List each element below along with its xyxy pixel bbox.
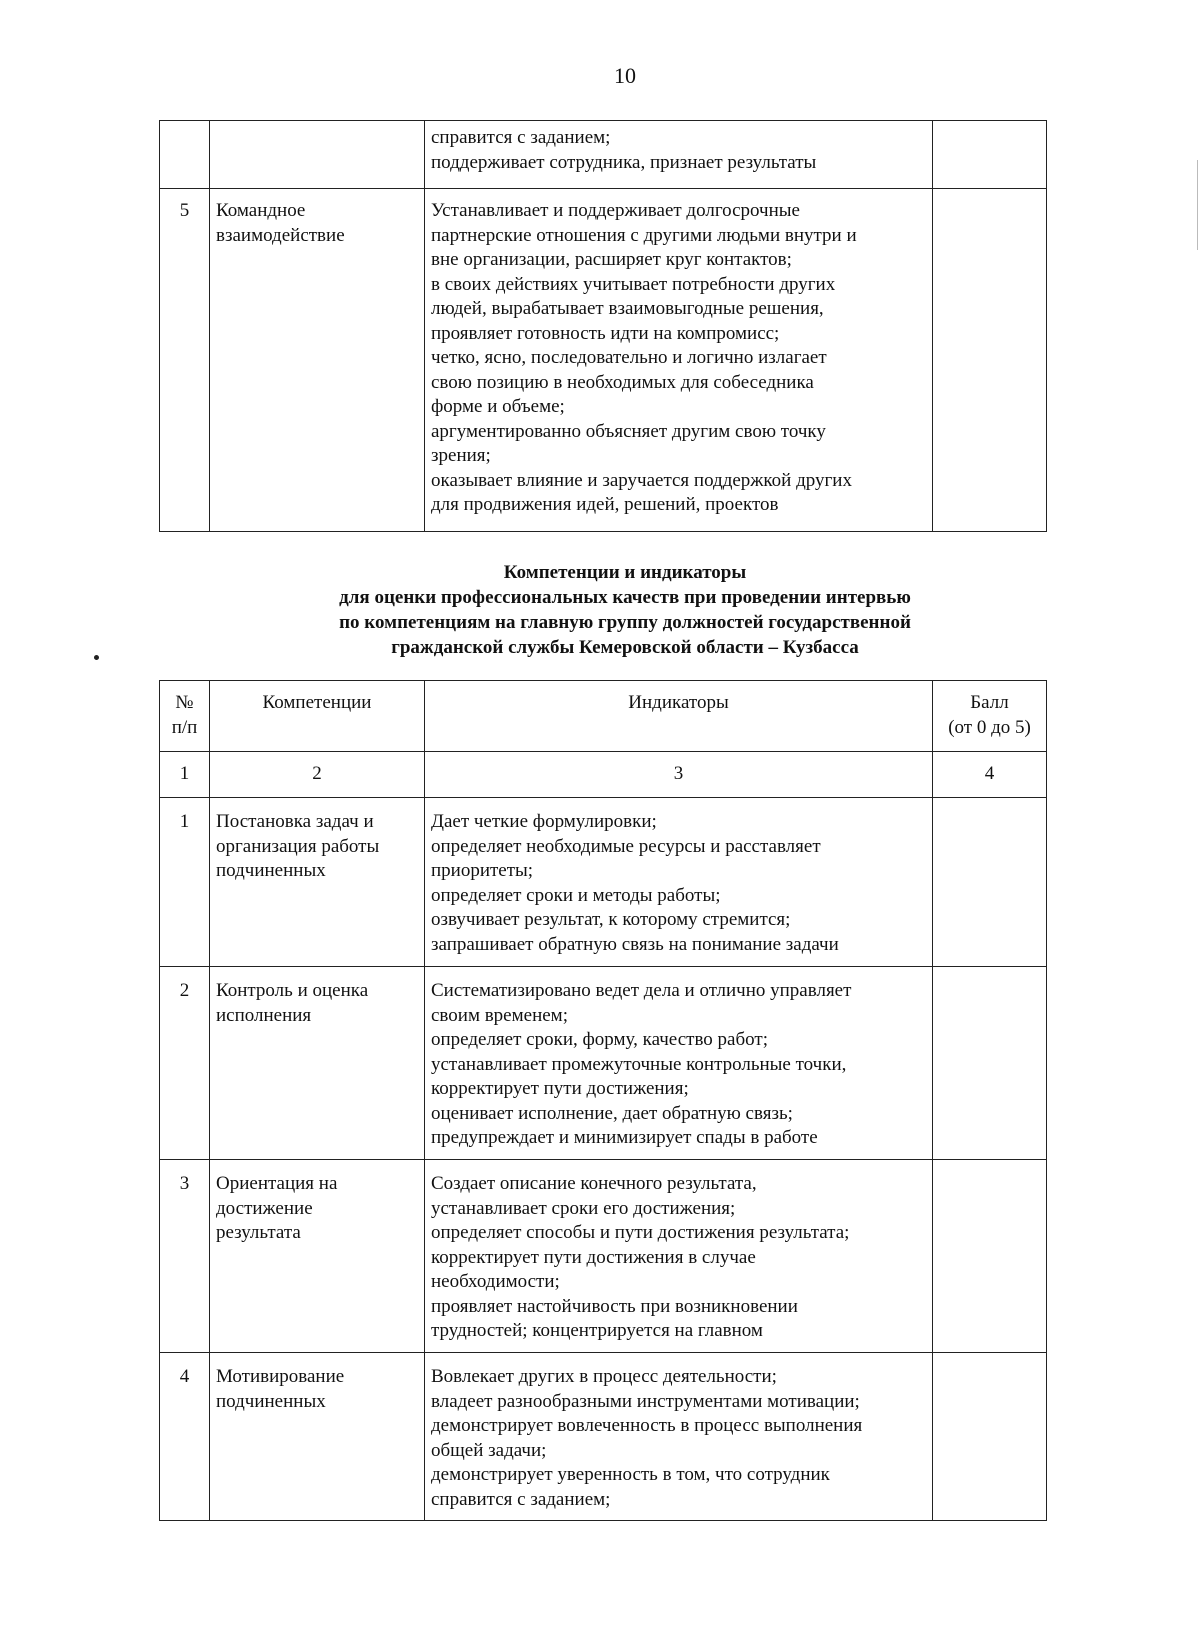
competency-line: Постановка задач и [216,811,374,832]
indicator-line: проявляет настойчивость при возникновении [431,1295,798,1317]
indicator-line: устанавливает промежуточные контрольные точки, [431,1053,847,1075]
indicator-line: справится с заданием; [431,1488,611,1510]
indicator-line: людей, вырабатывает взаимовыгодные решения, [431,298,824,319]
header-number-line: п/п [171,716,198,738]
competency-line: исполнения [216,1004,312,1026]
column-number: 3 [425,752,933,798]
indicator-line: свою позицию в необходимых для собеседника [431,371,814,393]
indicator-line: озвучивает результат, к которому стремится; [431,909,791,930]
table-row [160,967,1047,1160]
score-cell [933,967,1047,1160]
competency-line: результата [216,1222,301,1243]
column-number: 1 [160,752,210,798]
table-row [160,1160,1047,1353]
score-cell [933,121,1047,189]
competency-cell [210,798,425,967]
indicator-line: предупреждает и минимизирует спады в работе [431,1127,818,1148]
indicator-line: Вовлекает других в процесс деятельности; [431,1366,777,1387]
indicator-line: аргументированно объясняет другим свою точку [431,420,826,442]
competency-line: подчиненных [216,860,326,881]
header-number-line: № [175,692,194,713]
header-indicators: Индикаторы [425,681,933,752]
row-number: 3 [160,1160,210,1353]
competency-cell [210,1353,425,1521]
column-number: 4 [933,752,1047,798]
indicators-cell [425,967,933,1160]
competency-table [159,680,1047,1521]
header-score-line: Балл [970,692,1009,713]
competency-cell [210,189,425,532]
indicator-line: Систематизировано ведет дела и отлично управляет [431,980,852,1001]
heading-line: гражданской службы Кемеровской области – Кузбасса [391,637,859,658]
indicator-line: общей задачи; [431,1439,547,1461]
row-number: 2 [160,967,210,1160]
indicator-line: своим временем; [431,1004,568,1026]
table-header-row [160,681,1047,752]
score-cell [933,798,1047,967]
indicator-line: Дает четкие формулировки; [431,811,657,832]
indicator-line: поддерживает сотрудника, признает результаты [431,151,817,173]
indicators-cell [425,189,933,532]
indicator-line: владеет разнообразными инструментами мотивации; [431,1390,860,1412]
indicator-line: устанавливает сроки его достижения; [431,1197,736,1219]
table-row [160,1353,1047,1521]
row-number: 5 [160,189,210,532]
competency-line: взаимодействие [216,224,345,246]
indicator-line: вне организации, расширяет круг контактов; [431,249,792,270]
indicator-line: оказывает влияние и заручается поддержкой других [431,469,852,491]
heading-line: Компетенции и индикаторы [503,562,747,583]
indicators-cell [425,1353,933,1521]
row-number: 4 [160,1353,210,1521]
indicator-line: проявляет готовность идти на компромисс; [431,322,780,344]
competency-cell [210,967,425,1160]
table-row [160,189,1047,532]
indicators-cell [425,798,933,967]
competency-line: достижение [216,1197,313,1219]
indicators-cell [425,121,933,189]
competency-line: Контроль и оценка [216,980,369,1001]
indicator-line: необходимости; [431,1271,560,1292]
indicator-line: Создает описание конечного результата, [431,1173,757,1194]
indicator-line: определяет сроки, форму, качество работ; [431,1029,768,1050]
competency-cell [210,1160,425,1353]
indicator-line: определяет необходимые ресурсы и расставляет [431,835,821,857]
header-competency: Компетенции [210,681,425,752]
heading-line: для оценки профессиональных качеств при проведении интервью [339,587,911,608]
competency-cell [210,121,425,189]
competency-table-continued [159,120,1047,532]
score-cell [933,1160,1047,1353]
indicator-line: Устанавливает и поддерживает долгосрочные [431,200,800,221]
indicators-cell [425,1160,933,1353]
indicator-line: форме и объеме; [431,396,565,417]
competency-line: Ориентация на [216,1173,338,1194]
competency-line: Мотивирование [216,1366,345,1387]
header-number [160,681,210,752]
header-score [933,681,1047,752]
indicator-line: в своих действиях учитывает потребности других [431,273,836,295]
row-number [160,121,210,189]
competency-line: Командное [216,200,306,221]
score-cell [933,1353,1047,1521]
indicator-line: оценивает исполнение, дает обратную связь; [431,1102,793,1124]
page-number: 10 [614,63,636,88]
table-row [160,798,1047,967]
competency-line: организация работы [216,835,380,857]
indicator-line: демонстрирует уверенность в том, что сотрудник [431,1464,830,1485]
header-score-line: (от 0 до 5) [948,716,1031,738]
indicator-line: корректирует пути достижения; [431,1078,689,1099]
competency-line: подчиненных [216,1390,326,1412]
indicator-line: демонстрирует вовлеченность в процесс выполнения [431,1415,863,1436]
indicator-line: приоритеты; [431,860,534,881]
scan-edge-mark [1197,160,1198,250]
indicator-line: для продвижения идей, решений, проектов [431,494,779,515]
indicator-line: определяет сроки и методы работы; [431,884,721,906]
indicator-line: запрашивает обратную связь на понимание задачи [431,933,839,955]
indicator-line: трудностей; концентрируется на главном [431,1320,763,1341]
section-heading [0,560,1200,660]
indicator-line: определяет способы и пути достижения результата; [431,1222,850,1243]
indicator-line: партнерские отношения с другими людьми внутри и [431,224,857,246]
indicator-line: справится с заданием; [431,127,611,148]
table-row [160,121,1047,189]
column-number-row [160,752,1047,798]
row-number: 1 [160,798,210,967]
column-number: 2 [210,752,425,798]
indicator-line: четко, ясно, последовательно и логично излагает [431,347,827,368]
indicator-line: зрения; [431,445,491,466]
heading-line: по компетенциям на главную группу должностей государственной [339,612,911,633]
score-cell [933,189,1047,532]
indicator-line: корректирует пути достижения в случае [431,1246,756,1268]
